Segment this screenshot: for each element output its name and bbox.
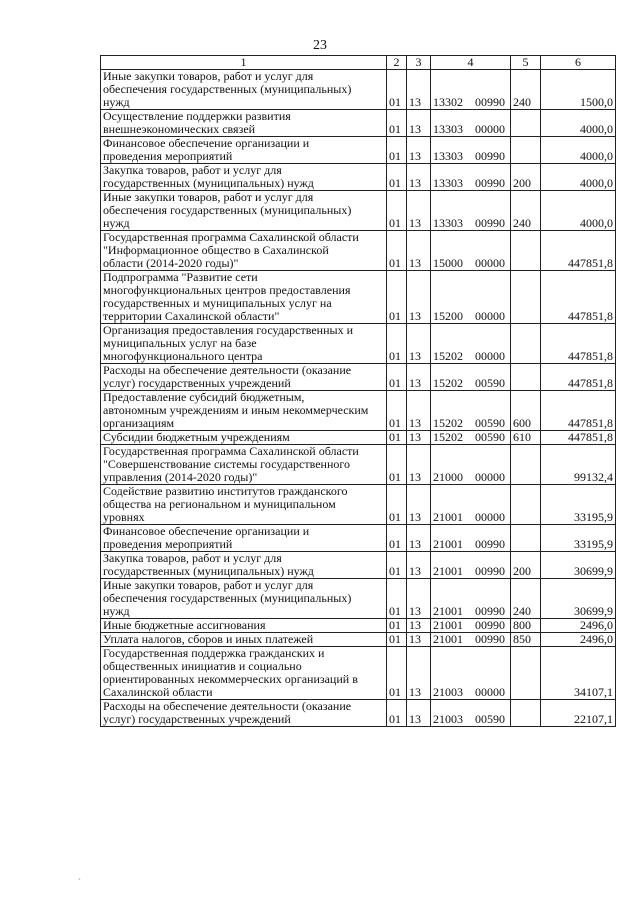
expense-type-cell	[511, 231, 541, 271]
row-name-line: организациям	[103, 416, 175, 430]
expense-type-cell: 800	[511, 619, 541, 633]
amount-cell: 2496,0	[541, 619, 616, 633]
row-name-line: управления (2014-2020 годы)"	[103, 470, 258, 484]
subsection-code-cell: 13	[407, 579, 431, 619]
section-code-cell: 01	[387, 231, 407, 271]
expense-type-cell	[511, 700, 541, 727]
section-code-cell: 01	[387, 110, 407, 137]
section-code-cell: 01	[387, 552, 407, 579]
section-code-cell: 01	[387, 445, 407, 485]
section-code-cell: 01	[387, 191, 407, 231]
row-name-line: нужд	[103, 216, 130, 230]
row-name-line: Осуществление поддержки развития	[103, 109, 291, 123]
row-name-cell	[101, 110, 387, 137]
row-name-line: ориентированных некоммерческих организаций в	[103, 672, 358, 686]
section-code-cell: 01	[387, 700, 407, 727]
row-name-cell	[101, 324, 387, 364]
subsection-code-cell: 13	[407, 647, 431, 700]
target-article-direction: 00990	[475, 149, 505, 163]
table-row	[101, 324, 616, 364]
target-article-cell	[431, 579, 511, 619]
subsection-code-cell: 13	[407, 364, 431, 391]
section-code-cell: 01	[387, 647, 407, 700]
row-name-cell	[101, 231, 387, 271]
section-code-cell: 01	[387, 525, 407, 552]
table-row	[101, 485, 616, 525]
amount-cell: 4000,0	[541, 191, 616, 231]
target-article-cell	[431, 231, 511, 271]
target-article-cell	[431, 485, 511, 525]
target-article-program: 15202	[433, 376, 463, 390]
subsection-code-cell: 13	[407, 231, 431, 271]
row-name-line: нужд	[103, 95, 130, 109]
amount-cell: 30699,9	[541, 552, 616, 579]
expense-type-cell	[511, 137, 541, 164]
row-name-cell	[101, 485, 387, 525]
amount-cell: 4000,0	[541, 164, 616, 191]
scan-speck: ˎ	[78, 870, 81, 880]
subsection-code-cell: 13	[407, 700, 431, 727]
row-name-line: услуг) государственных учреждений	[103, 376, 291, 390]
row-name-line: Уплата налогов, сборов и иных платежей	[103, 632, 314, 646]
row-name-line: "Информационное общество в Сахалинской	[103, 243, 329, 257]
row-name-line: Иные бюджетные ассигнования	[103, 618, 266, 632]
row-name-line: области (2014-2020 годы)"	[103, 256, 239, 270]
section-code-cell: 01	[387, 324, 407, 364]
row-name-line: внешнеэкономических связей	[103, 122, 256, 136]
subsection-code-cell: 13	[407, 431, 431, 445]
row-name-line: уровнях	[103, 510, 145, 524]
table-row	[101, 700, 616, 727]
table-row	[101, 271, 616, 324]
target-article-direction: 00000	[475, 349, 505, 363]
expense-type-cell	[511, 271, 541, 324]
target-article-cell	[431, 647, 511, 700]
expense-type-cell	[511, 647, 541, 700]
amount-cell: 447851,8	[541, 364, 616, 391]
row-name-line: нужд	[103, 604, 130, 618]
section-code-cell: 01	[387, 579, 407, 619]
target-article-program: 21001	[433, 537, 463, 551]
subsection-code-cell: 13	[407, 70, 431, 110]
amount-cell: 33195,9	[541, 485, 616, 525]
row-name-cell	[101, 525, 387, 552]
page-number: 23	[313, 38, 327, 53]
table-row	[101, 579, 616, 619]
target-article-program: 15202	[433, 416, 463, 430]
target-article-direction: 00000	[475, 510, 505, 524]
table-row	[101, 647, 616, 700]
target-article-direction: 00990	[475, 632, 505, 646]
target-article-direction: 00590	[475, 430, 505, 444]
expense-type-cell: 600	[511, 391, 541, 431]
row-name-cell	[101, 445, 387, 485]
expense-type-cell: 240	[511, 70, 541, 110]
target-article-program: 13302	[433, 95, 463, 109]
row-name-line: Закупка товаров, работ и услуг для	[103, 551, 282, 565]
target-article-direction: 00990	[475, 618, 505, 632]
table-row	[101, 110, 616, 137]
column-header-5: 5	[511, 56, 541, 70]
column-number-row	[101, 56, 616, 70]
row-name-line: муниципальных услуг на базе	[103, 336, 257, 350]
target-article-direction: 00000	[475, 309, 505, 323]
row-name-line: Расходы на обеспечение деятельности (оказание	[103, 699, 352, 713]
row-name-cell	[101, 431, 387, 445]
target-article-program: 13303	[433, 122, 463, 136]
target-article-cell	[431, 110, 511, 137]
row-name-line: территории Сахалинской области"	[103, 309, 280, 323]
row-name-line: автономным учреждениям и иным некоммерческим	[103, 403, 369, 417]
row-name-cell	[101, 137, 387, 164]
table-row	[101, 619, 616, 633]
target-article-program: 15202	[433, 430, 463, 444]
subsection-code-cell: 13	[407, 191, 431, 231]
row-name-line: многофункциональных центров предоставления	[103, 283, 351, 297]
subsection-code-cell: 13	[407, 164, 431, 191]
expense-type-cell: 200	[511, 164, 541, 191]
target-article-direction: 00990	[475, 604, 505, 618]
target-article-direction: 00590	[475, 712, 505, 726]
table-row	[101, 552, 616, 579]
row-name-line: Подпрограмма "Развитие сети	[103, 270, 258, 284]
row-name-cell	[101, 619, 387, 633]
target-article-cell	[431, 164, 511, 191]
row-name-line: Субсидии бюджетным учреждениям	[103, 430, 290, 444]
target-article-program: 21001	[433, 618, 463, 632]
amount-cell: 4000,0	[541, 110, 616, 137]
row-name-cell	[101, 164, 387, 191]
row-name-cell	[101, 633, 387, 647]
target-article-direction: 00000	[475, 256, 505, 270]
subsection-code-cell: 13	[407, 552, 431, 579]
table-row	[101, 164, 616, 191]
expense-type-cell	[511, 525, 541, 552]
row-name-line: Государственная программа Сахалинской области	[103, 444, 359, 458]
subsection-code-cell: 13	[407, 391, 431, 431]
row-name-cell	[101, 364, 387, 391]
row-name-line: Финансовое обеспечение организации и	[103, 136, 310, 150]
target-article-cell	[431, 391, 511, 431]
row-name-cell	[101, 271, 387, 324]
row-name-line: Организация предоставления государственных и	[103, 323, 353, 337]
row-name-line: общественных инициатив и социально	[103, 659, 302, 673]
target-article-cell	[431, 137, 511, 164]
section-code-cell: 01	[387, 70, 407, 110]
row-name-line: государственных и муниципальных услуг на	[103, 296, 332, 310]
section-code-cell: 01	[387, 271, 407, 324]
amount-cell: 447851,8	[541, 431, 616, 445]
target-article-direction: 00990	[475, 95, 505, 109]
target-article-program: 15000	[433, 256, 463, 270]
target-article-program: 21001	[433, 604, 463, 618]
expense-type-cell: 850	[511, 633, 541, 647]
amount-cell: 30699,9	[541, 579, 616, 619]
target-article-cell	[431, 271, 511, 324]
row-name-cell	[101, 552, 387, 579]
row-name-cell	[101, 647, 387, 700]
amount-cell: 447851,8	[541, 324, 616, 364]
target-article-direction: 00590	[475, 376, 505, 390]
amount-cell: 99132,4	[541, 445, 616, 485]
row-name-line: многофункционального центра	[103, 349, 263, 363]
expense-type-cell	[511, 485, 541, 525]
target-article-cell	[431, 552, 511, 579]
expense-type-cell: 240	[511, 191, 541, 231]
target-article-direction: 00000	[475, 470, 505, 484]
amount-cell: 34107,1	[541, 647, 616, 700]
expense-type-cell: 240	[511, 579, 541, 619]
column-header-2: 2	[387, 56, 407, 70]
target-article-direction: 00990	[475, 216, 505, 230]
section-code-cell: 01	[387, 485, 407, 525]
row-name-line: Государственная программа Сахалинской области	[103, 230, 359, 244]
row-name-line: Расходы на обеспечение деятельности (оказание	[103, 363, 352, 377]
row-name-line: услуг) государственных учреждений	[103, 712, 291, 726]
expense-type-cell	[511, 445, 541, 485]
target-article-program: 21001	[433, 564, 463, 578]
subsection-code-cell: 13	[407, 445, 431, 485]
target-article-program: 13303	[433, 149, 463, 163]
target-article-cell	[431, 70, 511, 110]
budget-table-body	[101, 56, 616, 727]
row-name-line: Иные закупки товаров, работ и услуг для	[103, 69, 314, 83]
target-article-cell	[431, 700, 511, 727]
target-article-cell	[431, 364, 511, 391]
expense-type-cell: 610	[511, 431, 541, 445]
expense-type-cell	[511, 364, 541, 391]
column-header-6: 6	[541, 56, 616, 70]
target-article-cell	[431, 324, 511, 364]
table-row	[101, 70, 616, 110]
target-article-program: 21003	[433, 685, 463, 699]
row-name-line: проведения мероприятий	[103, 537, 233, 551]
row-name-line: Финансовое обеспечение организации и	[103, 524, 310, 538]
amount-cell: 447851,8	[541, 271, 616, 324]
row-name-cell	[101, 70, 387, 110]
subsection-code-cell: 13	[407, 324, 431, 364]
amount-cell: 4000,0	[541, 137, 616, 164]
target-article-direction: 00000	[475, 685, 505, 699]
target-article-direction: 00590	[475, 416, 505, 430]
row-name-cell	[101, 191, 387, 231]
expense-type-cell	[511, 324, 541, 364]
expense-type-cell: 200	[511, 552, 541, 579]
target-article-cell	[431, 445, 511, 485]
table-row	[101, 525, 616, 552]
row-name-line: обеспечения государственных (муниципальных)	[103, 203, 352, 217]
subsection-code-cell: 13	[407, 110, 431, 137]
table-row	[101, 633, 616, 647]
table-row	[101, 445, 616, 485]
target-article-direction: 00990	[475, 176, 505, 190]
row-name-cell	[101, 579, 387, 619]
table-row	[101, 431, 616, 445]
row-name-line: Предоставление субсидий бюджетным,	[103, 390, 305, 404]
subsection-code-cell: 13	[407, 619, 431, 633]
row-name-line: обеспечения государственных (муниципальных)	[103, 82, 352, 96]
section-code-cell: 01	[387, 164, 407, 191]
row-name-line: проведения мероприятий	[103, 149, 233, 163]
target-article-direction: 00990	[475, 537, 505, 551]
subsection-code-cell: 13	[407, 271, 431, 324]
target-article-cell	[431, 525, 511, 552]
target-article-direction: 00990	[475, 564, 505, 578]
target-article-program: 21003	[433, 712, 463, 726]
row-name-line: государственных (муниципальных) нужд	[103, 564, 314, 578]
row-name-line: государственных (муниципальных) нужд	[103, 176, 314, 190]
row-name-line: Содействие развитию институтов гражданского	[103, 484, 348, 498]
row-name-cell	[101, 700, 387, 727]
amount-cell: 447851,8	[541, 231, 616, 271]
row-name-cell	[101, 391, 387, 431]
amount-cell: 22107,1	[541, 700, 616, 727]
row-name-line: Сахалинской области	[103, 685, 213, 699]
table-row	[101, 364, 616, 391]
subsection-code-cell: 13	[407, 525, 431, 552]
target-article-program: 15202	[433, 349, 463, 363]
table-row	[101, 391, 616, 431]
table-row	[101, 137, 616, 164]
target-article-cell	[431, 191, 511, 231]
target-article-program: 15200	[433, 309, 463, 323]
row-name-line: Иные закупки товаров, работ и услуг для	[103, 190, 314, 204]
amount-cell: 447851,8	[541, 391, 616, 431]
row-name-line: обеспечения государственных (муниципальных)	[103, 591, 352, 605]
target-article-program: 21001	[433, 510, 463, 524]
row-name-line: Иные закупки товаров, работ и услуг для	[103, 578, 314, 592]
target-article-program: 21000	[433, 470, 463, 484]
target-article-cell	[431, 633, 511, 647]
target-article-cell	[431, 619, 511, 633]
amount-cell: 33195,9	[541, 525, 616, 552]
target-article-program: 13303	[433, 176, 463, 190]
subsection-code-cell: 13	[407, 485, 431, 525]
row-name-line: общества на региональном и муниципальном	[103, 497, 336, 511]
subsection-code-cell: 13	[407, 633, 431, 647]
column-header-4: 4	[431, 56, 511, 70]
section-code-cell: 01	[387, 364, 407, 391]
section-code-cell: 01	[387, 137, 407, 164]
row-name-line: "Совершенствование системы государственного	[103, 457, 350, 471]
table-row	[101, 191, 616, 231]
amount-cell: 2496,0	[541, 633, 616, 647]
section-code-cell: 01	[387, 391, 407, 431]
subsection-code-cell: 13	[407, 137, 431, 164]
row-name-line: Государственная поддержка гражданских и	[103, 646, 325, 660]
target-article-direction: 00000	[475, 122, 505, 136]
target-article-program: 13303	[433, 216, 463, 230]
target-article-cell	[431, 431, 511, 445]
column-header-3: 3	[407, 56, 431, 70]
target-article-program: 21001	[433, 632, 463, 646]
expense-type-cell	[511, 110, 541, 137]
section-code-cell: 01	[387, 431, 407, 445]
table-row	[101, 231, 616, 271]
amount-cell: 1500,0	[541, 70, 616, 110]
section-code-cell: 01	[387, 619, 407, 633]
row-name-line: Закупка товаров, работ и услуг для	[103, 163, 282, 177]
budget-table	[100, 55, 616, 727]
column-header-1: 1	[101, 56, 387, 70]
section-code-cell: 01	[387, 633, 407, 647]
